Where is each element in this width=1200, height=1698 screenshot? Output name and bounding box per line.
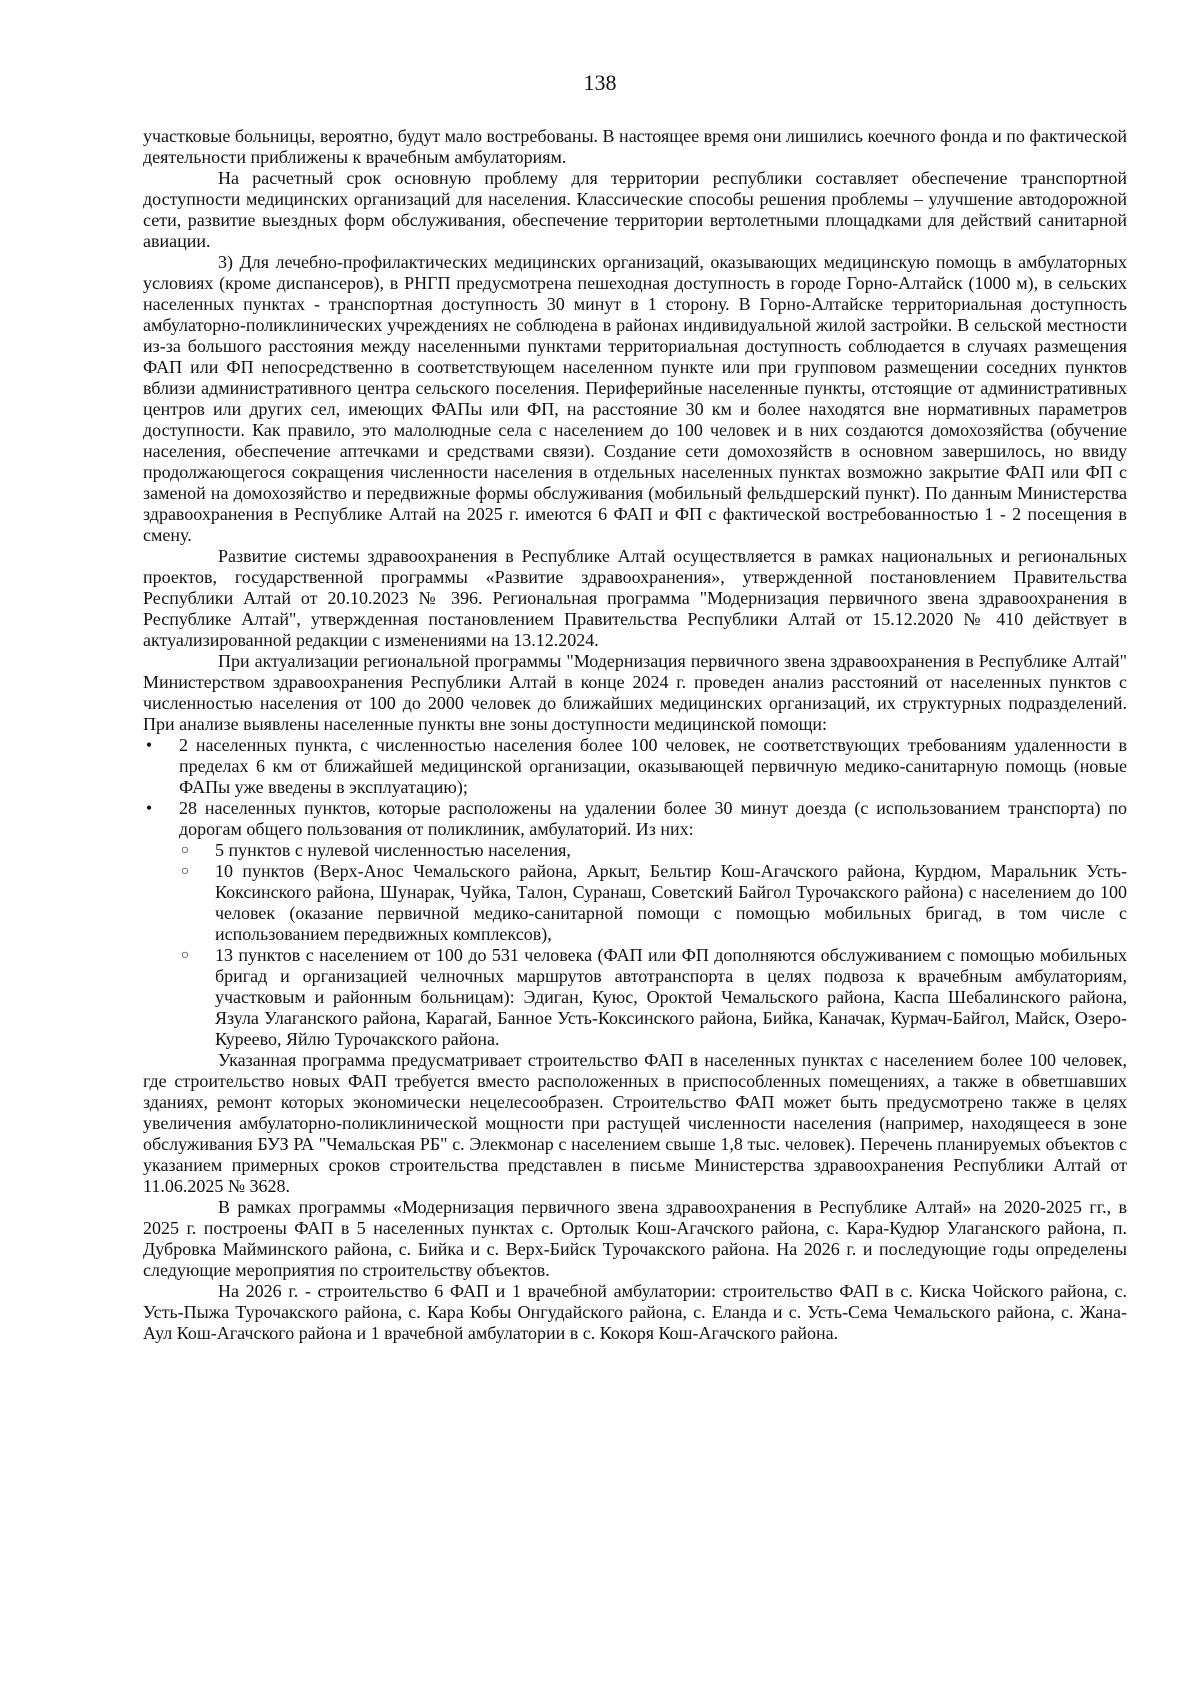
sub-list-item xyxy=(179,840,1127,861)
list-item xyxy=(143,798,1127,1050)
paragraph: В рамках программы «Модернизация первичного звена здравоохранения в Республике Алтай» на 2020-2025 гг., в 2025 г. построены ФАП в 5 населенных пунктах с. Ортолык Кош-Агачского района, с. Кара-Кудюр Улаганского района, п. Дубровка Майминского района, с. Бийка и с. Верх-Бийск Турочакского района. На 2026 г. и последующие годы определены следующие мероприятия по строительству объектов. xyxy=(143,1197,1127,1280)
list-item-text: 2 населенных пункта, с численностью населения более 100 человек, не соответствующих требованиям удаленности в пределах 6 км от ближайшей медицинской организации, оказывающей первичную медико-санитарную помощь (новые ФАПы уже введены в эксплуатацию); xyxy=(179,735,1127,797)
paragraph: При актуализации региональной программы "Модернизация первичного звена здравоохранения в Республике Алтай" Министерством здравоохранения Республики Алтай в конце 2024 г. проведен анализ расстояний от населенных пунктов с численностью населения от 100 до 2000 человек до ближайших медицинских организаций, их структурных подразделений. При анализе выявлены населенные пункты вне зоны доступности медицинской помощи: xyxy=(143,651,1127,734)
bullet-list xyxy=(143,735,1127,1050)
sub-bullet-marker: ○ xyxy=(180,864,190,879)
paragraph: Указанная программа предусматривает строительство ФАП в населенных пунктах с населением более 100 человек, где строительство новых ФАП требуется вместо расположенных в приспособленных помещениях, а также в обветшавших зданиях, ремонт которых экономически нецелесообразен. Строительство ФАП может быть предусмотрено также в целях увеличения амбулаторно-поликлинической мощности при растущей численности населения (например, находящееся в зоне обслуживания БУЗ РА "Чемальская РБ" с. Элекмонар с населением свыше 1,8 тыс. человек). Перечень планируемых объектов с указанием примерных сроков строительства представлен в письме Министерства здравоохранения Республики Алтай от 11.06.2025 № 3628. xyxy=(143,1050,1127,1196)
sub-list-item-text: 10 пунктов (Верх-Анос Чемальского района, Аркыт, Бельтир Кош-Агачского района, Курдюм, Маральник Усть-Коксинского района, Шунарак, Чуйка, Талон, Суранаш, Советский Байгол Турочакского района) с населением до 100 человек (оказание первичной медико-санитарной помощи с помощью мобильных бригад, в том числе с использованием передвижных комплексов), xyxy=(215,861,1127,944)
paragraph: участковые больницы, вероятно, будут мало востребованы. В настоящее время они лишились коечного фонда и по фактической деятельности приближены к врачебным амбулаториям. xyxy=(143,126,1127,167)
sub-list-item xyxy=(179,861,1127,945)
bullet-marker: • xyxy=(145,735,153,755)
list-item xyxy=(143,735,1127,798)
document-body xyxy=(143,126,1127,1344)
paragraph: На 2026 г. - строительство 6 ФАП и 1 врачебной амбулатории: строительство ФАП в с. Киска Чойского района, с. Усть-Пыжа Турочакского района, с. Кара Кобы Онгудайского района, с. Еланда и с. Усть-Сема Чемальского района, с. Жана-Аул Кош-Агачского района и 1 врачебной амбулатории в с. Кокоря Кош-Агачского района. xyxy=(143,1281,1127,1343)
paragraph: Развитие системы здравоохранения в Республике Алтай осуществляется в рамках национальных и региональных проектов, государственной программы «Развитие здравоохранения», утвержденной постановлением Правительства Республики Алтай от 20.10.2023 № 396. Региональная программа "Модернизация первичного звена здравоохранения в Республике Алтай", утвержденная постановлением Правительства Республики Алтай от 15.12.2020 № 410 действует в актуализированной редакции с изменениями на 13.12.2024. xyxy=(143,546,1127,650)
bullet-marker: • xyxy=(145,798,153,818)
sub-bullet-marker: ○ xyxy=(180,948,190,963)
list-item-text: 28 населенных пунктов, которые расположены на удалении более 30 минут доезда (с использованием транспорта) по дорогам общего пользования от поликлиник, амбулаторий. Из них: xyxy=(179,798,1127,839)
page-number: 138 xyxy=(583,70,617,95)
sub-list-item xyxy=(179,945,1127,1050)
sub-bullet-marker: ○ xyxy=(180,843,190,858)
paragraph: На расчетный срок основную проблему для территории республики составляет обеспечение транспортной доступности медицинских организаций для населения. Классические способы решения проблемы – улучшение автодорожной сети, развитие выездных форм обслуживания, обеспечение территории вертолетными площадками для действий санитарной авиации. xyxy=(143,168,1127,251)
sub-list-item-text: 5 пунктов с нулевой численностью населения, xyxy=(215,840,571,860)
sub-list-item-text: 13 пунктов с населением от 100 до 531 человека (ФАП или ФП дополняются обслуживанием с помощью мобильных бригад и организацией челночных маршрутов автотранспорта в целях подвоза к врачебным амбулаториям, участковым и районным больницам): Эдиган, Куюс, Ороктой Чемальского района, Каспа Шебалинского района, Язула Улаганского района, Карагай, Банное Усть-Коксинского района, Бийка, Каначак, Курмач-Байгол, Майск, Озеро-Куреево, Яйлю Турочакского района. xyxy=(215,945,1127,1049)
sub-bullet-list xyxy=(179,840,1127,1050)
paragraph: 3) Для лечебно-профилактических медицинских организаций, оказывающих медицинскую помощь в амбулаторных условиях (кроме диспансеров), в РНГП предусмотрена пешеходная доступность в городе Горно-Алтайск (1000 м), в сельских населенных пунктах - транспортная доступность 30 минут в 1 сторону. В Горно-Алтайске территориальная доступность амбулаторно-поликлинических учреждениях не соблюдена в районах индивидуальной жилой застройки. В сельской местности из-за большого расстояния между населенными пунктами территориальная доступность соблюдается в случаях размещения ФАП или ФП непосредственно в соответствующем населенном пункте или при групповом размещении соседних пунктов вблизи административного центра сельского поселения. Периферийные населенные пункты, отстоящие от административных центров или других сел, имеющих ФАПы или ФП, на расстояние 30 км и более находятся вне нормативных параметров доступности. Как правило, это малолюдные села с населением до 100 человек и в них создаются домохозяйства (обучение населения, обеспечение аптечками и средствами связи). Создание сети домохозяйств в основном завершилось, но ввиду продолжающегося сокращения численности населения в отдельных населенных пунктах возможно закрытие ФАП или ФП с заменой на домохозяйство и передвижные формы обслуживания (мобильный фельдшерский пункт). По данным Министерства здравоохранения в Республике Алтай на 2025 г. имеются 6 ФАП и ФП с фактической востребованностью 1 - 2 посещения в смену. xyxy=(143,252,1127,545)
